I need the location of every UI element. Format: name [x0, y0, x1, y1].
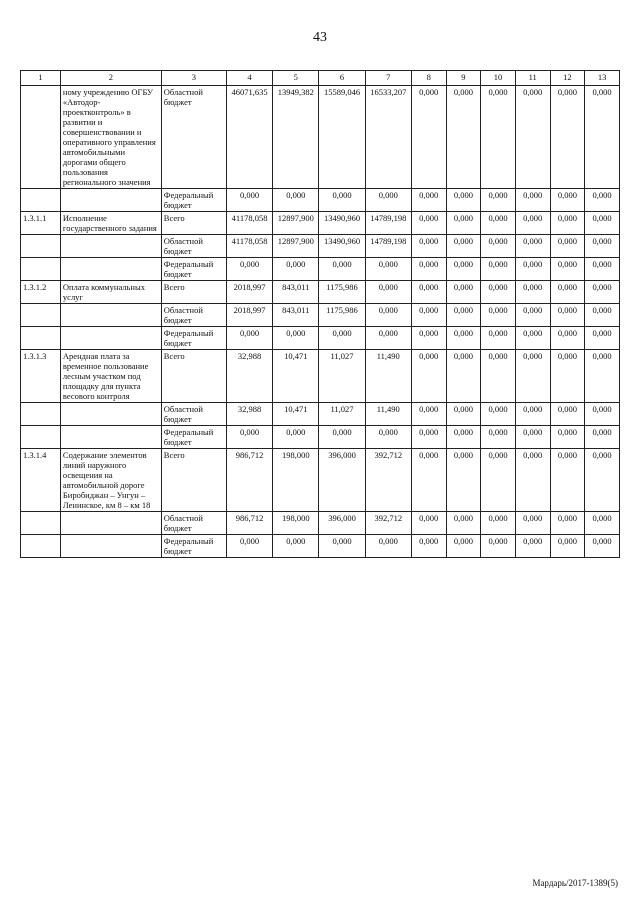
row-description-cell	[60, 304, 161, 327]
column-header: 4	[226, 71, 272, 86]
value-cell: 11,027	[319, 403, 365, 426]
value-cell: 0,000	[411, 403, 446, 426]
value-cell: 0,000	[226, 535, 272, 558]
value-cell: 0,000	[446, 258, 481, 281]
row-description-cell: ному учреждению ОГБУ «Автодор-проектконтроль» в развитии и совершенствовании и оперативного управления автомобильными дорогами общего пользования регионального значения	[60, 86, 161, 189]
row-code-cell	[21, 189, 61, 212]
value-cell: 0,000	[481, 350, 516, 403]
row-description-cell	[60, 189, 161, 212]
column-header: 10	[481, 71, 516, 86]
column-header: 2	[60, 71, 161, 86]
value-cell: 0,000	[446, 350, 481, 403]
value-cell: 0,000	[319, 426, 365, 449]
column-header: 6	[319, 71, 365, 86]
value-cell: 392,712	[365, 512, 411, 535]
value-cell: 0,000	[515, 535, 550, 558]
value-cell: 0,000	[585, 235, 620, 258]
value-cell: 0,000	[411, 189, 446, 212]
value-cell: 0,000	[481, 535, 516, 558]
value-cell: 0,000	[411, 327, 446, 350]
table-row	[21, 86, 620, 189]
row-description-cell: Содержание элементов линий наружного освещения на автомобильной дороге Биробиджан – Унгун – Ленинское, км 8 – км 18	[60, 449, 161, 512]
value-cell: 986,712	[226, 512, 272, 535]
value-cell: 0,000	[481, 189, 516, 212]
value-cell: 0,000	[273, 535, 319, 558]
row-code-cell	[21, 403, 61, 426]
value-cell: 0,000	[585, 449, 620, 512]
value-cell: 396,000	[319, 512, 365, 535]
value-cell: 0,000	[585, 350, 620, 403]
table-row	[21, 512, 620, 535]
value-cell: 46071,635	[226, 86, 272, 189]
value-cell: 0,000	[365, 304, 411, 327]
budget-table	[20, 70, 620, 558]
value-cell: 0,000	[550, 189, 585, 212]
value-cell: 0,000	[515, 212, 550, 235]
funding-source-cell: Всего	[161, 281, 226, 304]
value-cell: 0,000	[273, 327, 319, 350]
value-cell: 0,000	[446, 449, 481, 512]
row-code-cell: 1.3.1.2	[21, 281, 61, 304]
value-cell: 0,000	[515, 512, 550, 535]
value-cell: 0,000	[226, 189, 272, 212]
value-cell: 32,988	[226, 403, 272, 426]
value-cell: 986,712	[226, 449, 272, 512]
value-cell: 13490,960	[319, 235, 365, 258]
value-cell: 0,000	[411, 235, 446, 258]
value-cell: 0,000	[515, 350, 550, 403]
funding-source-cell: Всего	[161, 212, 226, 235]
value-cell: 32,988	[226, 350, 272, 403]
funding-source-cell: Областной бюджет	[161, 403, 226, 426]
funding-source-cell: Федеральный бюджет	[161, 258, 226, 281]
value-cell: 0,000	[481, 86, 516, 189]
value-cell: 0,000	[226, 426, 272, 449]
value-cell: 0,000	[515, 403, 550, 426]
column-header: 12	[550, 71, 585, 86]
funding-source-cell: Областной бюджет	[161, 512, 226, 535]
row-code-cell: 1.3.1.3	[21, 350, 61, 403]
row-code-cell	[21, 535, 61, 558]
value-cell: 41178,058	[226, 235, 272, 258]
column-header: 13	[585, 71, 620, 86]
value-cell: 0,000	[446, 189, 481, 212]
value-cell: 41178,058	[226, 212, 272, 235]
value-cell: 0,000	[515, 258, 550, 281]
value-cell: 0,000	[585, 327, 620, 350]
value-cell: 11,490	[365, 403, 411, 426]
value-cell: 0,000	[319, 327, 365, 350]
value-cell: 13949,382	[273, 86, 319, 189]
value-cell: 0,000	[550, 403, 585, 426]
value-cell: 0,000	[446, 327, 481, 350]
value-cell: 0,000	[585, 535, 620, 558]
value-cell: 0,000	[515, 235, 550, 258]
row-code-cell	[21, 512, 61, 535]
row-code-cell	[21, 86, 61, 189]
value-cell: 0,000	[550, 512, 585, 535]
value-cell: 843,011	[273, 304, 319, 327]
funding-source-cell: Областной бюджет	[161, 235, 226, 258]
value-cell: 0,000	[515, 449, 550, 512]
value-cell: 0,000	[319, 189, 365, 212]
value-cell: 0,000	[411, 512, 446, 535]
row-description-cell: Оплата коммунальных услуг	[60, 281, 161, 304]
value-cell: 198,000	[273, 512, 319, 535]
row-description-cell	[60, 327, 161, 350]
row-description-cell	[60, 258, 161, 281]
value-cell: 0,000	[585, 189, 620, 212]
value-cell: 10,471	[273, 350, 319, 403]
value-cell: 0,000	[365, 327, 411, 350]
value-cell: 0,000	[481, 327, 516, 350]
value-cell: 0,000	[550, 212, 585, 235]
value-cell: 0,000	[481, 449, 516, 512]
value-cell: 14789,198	[365, 235, 411, 258]
value-cell: 0,000	[411, 350, 446, 403]
row-description-cell	[60, 403, 161, 426]
table-row	[21, 449, 620, 512]
value-cell: 1175,986	[319, 281, 365, 304]
value-cell: 0,000	[585, 258, 620, 281]
value-cell: 14789,198	[365, 212, 411, 235]
value-cell: 0,000	[446, 281, 481, 304]
value-cell: 11,027	[319, 350, 365, 403]
value-cell: 10,471	[273, 403, 319, 426]
row-description-cell	[60, 535, 161, 558]
table-row	[21, 327, 620, 350]
value-cell: 0,000	[446, 426, 481, 449]
value-cell: 0,000	[550, 426, 585, 449]
value-cell: 0,000	[411, 258, 446, 281]
table-row	[21, 212, 620, 235]
column-header: 3	[161, 71, 226, 86]
value-cell: 0,000	[273, 189, 319, 212]
value-cell: 0,000	[515, 426, 550, 449]
table-row	[21, 189, 620, 212]
value-cell: 0,000	[515, 281, 550, 304]
column-header: 1	[21, 71, 61, 86]
value-cell: 0,000	[273, 426, 319, 449]
value-cell: 0,000	[481, 403, 516, 426]
value-cell: 11,490	[365, 350, 411, 403]
value-cell: 0,000	[481, 235, 516, 258]
row-code-cell	[21, 327, 61, 350]
value-cell: 0,000	[481, 512, 516, 535]
value-cell: 0,000	[515, 327, 550, 350]
column-header: 7	[365, 71, 411, 86]
column-header: 9	[446, 71, 481, 86]
value-cell: 0,000	[365, 258, 411, 281]
value-cell: 0,000	[550, 281, 585, 304]
value-cell: 0,000	[515, 304, 550, 327]
value-cell: 0,000	[446, 403, 481, 426]
value-cell: 0,000	[446, 86, 481, 189]
value-cell: 0,000	[365, 535, 411, 558]
value-cell: 0,000	[550, 304, 585, 327]
value-cell: 0,000	[550, 235, 585, 258]
value-cell: 0,000	[585, 281, 620, 304]
value-cell: 0,000	[411, 535, 446, 558]
value-cell: 0,000	[585, 86, 620, 189]
value-cell: 0,000	[273, 258, 319, 281]
value-cell: 0,000	[411, 86, 446, 189]
value-cell: 0,000	[550, 258, 585, 281]
value-cell: 0,000	[585, 304, 620, 327]
funding-source-cell: Областной бюджет	[161, 304, 226, 327]
value-cell: 0,000	[411, 281, 446, 304]
funding-source-cell: Федеральный бюджет	[161, 189, 226, 212]
value-cell: 0,000	[481, 426, 516, 449]
value-cell: 0,000	[226, 258, 272, 281]
value-cell: 0,000	[550, 350, 585, 403]
value-cell: 0,000	[446, 304, 481, 327]
row-description-cell: Арендная плата за временное пользование лесным участком под площадку для пункта весового контроля	[60, 350, 161, 403]
value-cell: 0,000	[365, 426, 411, 449]
value-cell: 0,000	[365, 189, 411, 212]
column-header: 11	[515, 71, 550, 86]
value-cell: 0,000	[585, 212, 620, 235]
value-cell: 843,011	[273, 281, 319, 304]
row-code-cell	[21, 235, 61, 258]
table-row	[21, 258, 620, 281]
column-header: 5	[273, 71, 319, 86]
value-cell: 0,000	[550, 535, 585, 558]
value-cell: 0,000	[585, 403, 620, 426]
funding-source-cell: Всего	[161, 449, 226, 512]
value-cell: 2018,997	[226, 304, 272, 327]
value-cell: 0,000	[319, 535, 365, 558]
value-cell: 0,000	[365, 281, 411, 304]
value-cell: 0,000	[481, 212, 516, 235]
value-cell: 392,712	[365, 449, 411, 512]
value-cell: 2018,997	[226, 281, 272, 304]
table-row	[21, 426, 620, 449]
table-row	[21, 304, 620, 327]
value-cell: 0,000	[585, 426, 620, 449]
value-cell: 0,000	[226, 327, 272, 350]
value-cell: 198,000	[273, 449, 319, 512]
header-row	[21, 71, 620, 86]
value-cell: 396,000	[319, 449, 365, 512]
value-cell: 0,000	[411, 449, 446, 512]
value-cell: 0,000	[515, 189, 550, 212]
value-cell: 0,000	[446, 235, 481, 258]
funding-source-cell: Всего	[161, 350, 226, 403]
row-code-cell	[21, 426, 61, 449]
column-header: 8	[411, 71, 446, 86]
table-row	[21, 403, 620, 426]
funding-source-cell: Областной бюджет	[161, 86, 226, 189]
value-cell: 0,000	[481, 281, 516, 304]
value-cell: 0,000	[481, 304, 516, 327]
value-cell: 0,000	[319, 258, 365, 281]
value-cell: 16533,207	[365, 86, 411, 189]
value-cell: 0,000	[550, 86, 585, 189]
value-cell: 1175,986	[319, 304, 365, 327]
value-cell: 0,000	[585, 512, 620, 535]
value-cell: 0,000	[550, 327, 585, 350]
row-description-cell	[60, 426, 161, 449]
funding-source-cell: Федеральный бюджет	[161, 535, 226, 558]
value-cell: 0,000	[411, 212, 446, 235]
funding-source-cell: Федеральный бюджет	[161, 426, 226, 449]
value-cell: 0,000	[550, 449, 585, 512]
table-row	[21, 281, 620, 304]
page-number: 43	[313, 30, 327, 45]
value-cell: 12897,900	[273, 235, 319, 258]
funding-source-cell: Федеральный бюджет	[161, 327, 226, 350]
value-cell: 0,000	[411, 304, 446, 327]
row-description-cell	[60, 235, 161, 258]
value-cell: 0,000	[446, 512, 481, 535]
budget-table-container	[20, 70, 620, 558]
row-description-cell	[60, 512, 161, 535]
value-cell: 15589,046	[319, 86, 365, 189]
table-row	[21, 535, 620, 558]
value-cell: 12897,900	[273, 212, 319, 235]
document-code: Мардарь/2017-1389(5)	[532, 878, 618, 888]
value-cell: 0,000	[446, 212, 481, 235]
row-code-cell	[21, 258, 61, 281]
value-cell: 0,000	[481, 258, 516, 281]
row-code-cell: 1.3.1.1	[21, 212, 61, 235]
table-row	[21, 235, 620, 258]
value-cell: 13490,960	[319, 212, 365, 235]
row-description-cell: Исполнение государственного задания	[60, 212, 161, 235]
value-cell: 0,000	[515, 86, 550, 189]
row-code-cell	[21, 304, 61, 327]
table-row	[21, 350, 620, 403]
value-cell: 0,000	[446, 535, 481, 558]
row-code-cell: 1.3.1.4	[21, 449, 61, 512]
value-cell: 0,000	[411, 426, 446, 449]
